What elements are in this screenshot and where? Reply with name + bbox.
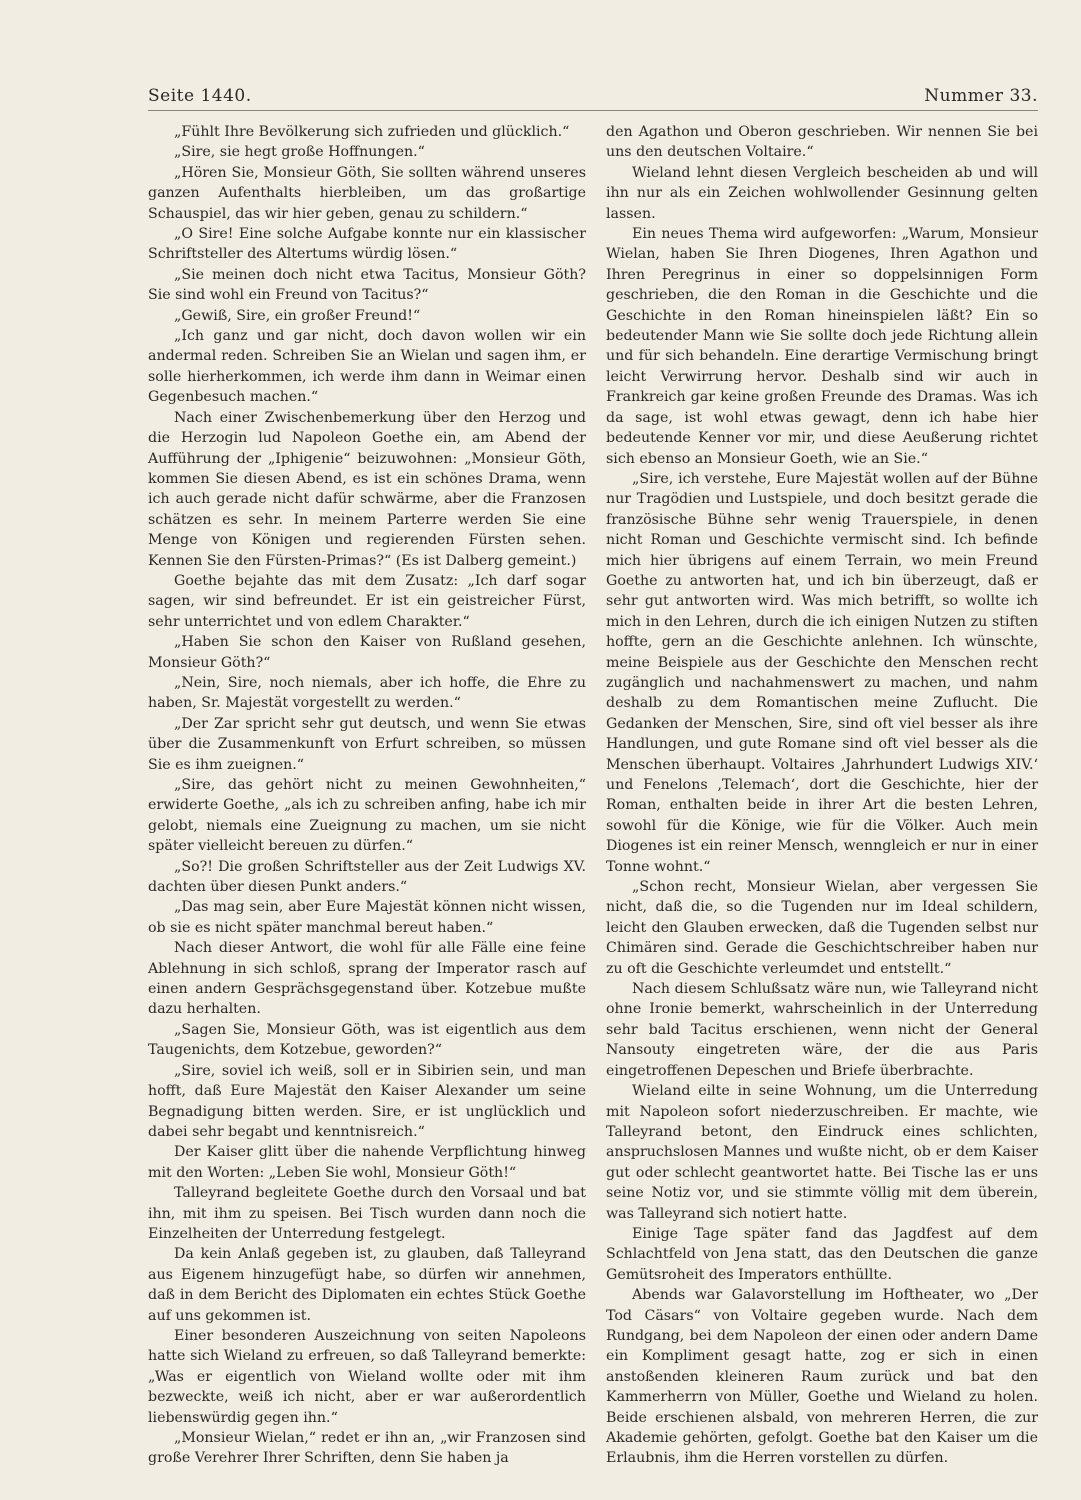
text-column-right <box>606 122 1038 1467</box>
paragraph-continuation: den Agathon und Oberon geschrieben. Wir nennen Sie bei uns den deutschen Voltaire.“ <box>606 124 1038 161</box>
paragraph: „Hören Sie, Monsieur Göth, Sie sollten während unseres ganzen Aufenthalts hierbleiben, um das großartige Schauspiel, das wir hier geben, genau zu schildern.“ <box>148 164 586 222</box>
page-number: Seite 1440. <box>148 86 252 106</box>
paragraph: „Sire, ich verstehe, Eure Majestät wollen auf der Bühne nur Tragödien und Lustspiele, und doch besitzt gerade die französische Bühne sehr wenig Trauerspiele, in denen nicht Roman und Geschichte vermischt sind. Ich befinde mich hier übrigens auf einem Terrain, wo mein Freund Goethe zu antworten hat, und ich bin überzeugt, daß er sehr gut antworten wird. Was mich betrifft, so wollte ich mich in den Lehren, durch die ich einigen Nutzen zu stiften hoffte, gern an die Geschichte anlehnen. Ich wünschte, meine Beispiele aus der Geschichte den Menschen recht zugänglich und nachahmenswert zu machen, und nahm deshalb zu dem Romantischen meine Zuflucht. Die Gedanken der Menschen, Sire, sind oft viel besser als ihre Handlungen, und gute Romane sind oft viel besser als die Menschen überhaupt. Voltaires ‚Jahrhundert Ludwigs XIV.‘ und Fenelons ‚Telemach‘, dort die Geschichte, hier der Roman, enthalten beide in ihrer Art die besten Lehren, sowohl für die Könige, wie für die Völker. Auch mein Diogenes ist ein reiner Mensch, wenngleich er nur in einer Tonne wohnt.“ <box>606 470 1038 875</box>
paragraph: „Ich ganz und gar nicht, doch davon wollen wir ein andermal reden. Schreiben Sie an Wielan und sagen ihm, er solle hierherkommen, ich werde ihm dann in Weimar einen Gegenbesuch machen.“ <box>148 328 586 406</box>
issue-number: Nummer 33. <box>924 86 1038 106</box>
paragraph: „Nein, Sire, noch niemals, aber ich hoffe, die Ehre zu haben, Sr. Majestät vorgestellt zu werden.“ <box>148 674 586 712</box>
paragraph: „Schon recht, Monsieur Wielan, aber vergessen Sie nicht, daß die, so die Tugenden nur im Ideal schildern, leicht den Glauben erwecken, daß die Tugenden selbst nur Chimären sind. Gerade die Geschichtschreiber haben nur zu oft die Geschichte verleumdet und entstellt.“ <box>606 879 1038 977</box>
paragraph: Nach dieser Antwort, die wohl für alle Fälle eine feine Ablehnung in sich schloß, sprang der Imperator rasch auf einen andern Gesprächsgegenstand über. Kotzebue mußte dazu herhalten. <box>148 940 586 1018</box>
paragraph: „Sire, sie hegt große Hoffnungen.“ <box>174 144 425 161</box>
paragraph: Ein neues Thema wird aufgeworfen: „Warum, Monsieur Wielan, haben Sie Ihren Diogenes, Ihren Agathon und Ihren Peregrinus in einer so doppelsinnigen Form geschrieben, die den Roman in die Geschichte und die Geschichte in den Roman hineinspielen läßt? Ein so bedeutender Mann wie Sie sollte doch jede Richtung allein und für sich behandeln. Eine derartige Vermischung bringt leicht Verwirrung hervor. Deshalb sind wir auch in Frankreich gar keine großen Freunde des Dramas. Was ich da sage, ist wohl etwas gewagt, denn ich habe hier bedeutende Kenner vor mir, und diese Aeußerung richtet sich ebenso an Monsieur Goeth, wie an Sie.“ <box>606 226 1038 467</box>
paragraph: Nach diesem Schlußsatz wäre nun, wie Talleyrand nicht ohne Ironie bemerkt, wahrscheinlich in der Unterredung sehr bald Tacitus erschienen, wenn nicht der General Nansouty eingetreten wäre, der die aus Paris eingetroffenen Depeschen und Briefe überbrachte. <box>606 981 1038 1079</box>
paragraph: „Sagen Sie, Monsieur Göth, was ist eigentlich aus dem Taugenichts, dem Kotzebue, geworden?“ <box>148 1021 586 1059</box>
paragraph: Abends war Galavorstellung im Hoftheater, wo „Der Tod Cäsars“ von Voltaire gegeben wurde. Nach dem Rundgang, bei dem Napoleon der einen oder andern Dame ein Kompliment gesagt hatte, zog er sich in einen anstoßenden kleineren Raum zurück und bat den Kammerherrn von Müller, Goethe und Wieland zu holen. Beide erschienen alsbald, von mehreren Herren, die zur Akademie gehörten, gefolgt. Goethe bat den Kaiser um die Erlaubnis, ihm die Herren vorstellen zu dürfen. <box>606 1287 1038 1467</box>
paragraph: „Sie meinen doch nicht etwa Tacitus, Monsieur Göth? Sie sind wohl ein Freund von Tacitus?“ <box>148 266 586 304</box>
paragraph: „Monsieur Wielan,“ redet er ihn an, „wir Franzosen sind große Verehrer Ihrer Schriften, denn Sie haben ja <box>148 1430 586 1467</box>
paragraph: „Gewiß, Sire, ein großer Freund!“ <box>174 307 421 324</box>
paragraph: Goethe bejahte das mit dem Zusatz: „Ich darf sogar sagen, wir sind befreundet. Er ist ein geistreicher Fürst, sehr unterrichtet und von edlem Charakter.“ <box>148 572 586 630</box>
paragraph: Da kein Anlaß gegeben ist, zu glauben, daß Talleyrand aus Eigenem hinzugefügt habe, so dürfen wir annehmen, daß in dem Bericht des Diplomaten ein echtes Stück Goethe auf uns gekommen ist. <box>148 1246 586 1324</box>
paragraph: Der Kaiser glitt über die nahende Verpflichtung hinweg mit den Worten: „Leben Sie wohl, Monsieur Göth!“ <box>148 1144 586 1181</box>
paragraph: Wieland lehnt diesen Vergleich bescheiden ab und will ihn nur als ein Zeichen wohlwollender Gesinnung gelten lassen. <box>606 164 1038 222</box>
running-head <box>148 86 1038 110</box>
text-column-left <box>148 122 586 1467</box>
paragraph: „Haben Sie schon den Kaiser von Rußland gesehen, Monsieur Göth?“ <box>148 634 586 671</box>
paragraph: „Das mag sein, aber Eure Majestät können nicht wissen, ob sie es nicht später manchmal bereut haben.“ <box>148 899 586 936</box>
paragraph: „Sire, das gehört nicht zu meinen Gewohnheiten,“ erwiderte Goethe, „als ich zu schreiben anfing, habe ich mir gelobt, niemals eine Zueignung zu machen, um sie nicht später vielleicht bereuen zu dürfen.“ <box>148 777 586 855</box>
paragraph: „Sire, soviel ich weiß, soll er in Sibirien sein, und man hofft, daß Eure Majestät den Kaiser Alexander um seine Begnadigung bitten werden. Sire, er ist unglücklich und dabei sehr begabt und kenntnisreich.“ <box>148 1062 586 1140</box>
paragraph: Einer besonderen Auszeichnung von seiten Napoleons hatte sich Wieland zu erfreuen, so daß Talleyrand bemerkte: „Was er eigentlich von Wieland wollte oder mit ihm bezweckte, weiß ich nicht, aber er war außerordentlich liebenswürdig gegen ihn.“ <box>148 1327 586 1426</box>
paragraph: „O Sire! Eine solche Aufgabe konnte nur ein klassischer Schriftsteller des Altertums würdig lösen.“ <box>148 226 586 263</box>
paragraph: Talleyrand begleitete Goethe durch den Vorsaal und bat ihn, mit ihm zu speisen. Bei Tisch wurden dann noch die Einzelheiten der Unterredung festgelegt. <box>148 1185 586 1242</box>
header-rule <box>148 110 1038 111</box>
paragraph: „So?! Die großen Schriftsteller aus der Zeit Ludwigs XV. dachten über diesen Punkt anders.“ <box>148 858 586 896</box>
paragraph: „Der Zar spricht sehr gut deutsch, und wenn Sie etwas über die Zusammenkunft von Erfurt schreiben, so müssen Sie es ihm zueignen.“ <box>148 715 586 773</box>
paragraph: Nach einer Zwischenbemerkung über den Herzog und die Herzogin lud Napoleon Goethe ein, am Abend der Aufführung der „Iphigenie“ beizuwohnen: „Monsieur Göth, kommen Sie diesen Abend, es ist ein schönes Drama, wenn ich auch gerade nicht dafür schwärme, aber die Franzosen schätzen es sehr. In meinem Parterre werden Sie eine Menge von Königen und regierenden Fürsten sehen. Kennen Sie den Fürsten-Primas?“ (Es ist Dalberg gemeint.) <box>148 409 586 569</box>
paragraph: Einige Tage später fand das Jagdfest auf dem Schlachtfeld von Jena statt, das den Deutschen die ganze Gemütsroheit des Imperators enthüllte. <box>606 1225 1038 1283</box>
paragraph: „Fühlt Ihre Bevölkerung sich zufrieden und glücklich.“ <box>174 124 570 140</box>
paragraph: Wieland eilte in seine Wohnung, um die Unterredung mit Napoleon sofort niederzuschreiben. Er machte, wie Talleyrand betont, den Eindruck eines schlichten, anspruchslosen Mannes und wußte nicht, ob er dem Kaiser gut oder schlecht geantwortet hatte. Bei Tische las er uns seine Notiz vor, und sie stimmte völlig mit dem überein, was Talleyrand sich notiert hatte. <box>606 1083 1038 1222</box>
